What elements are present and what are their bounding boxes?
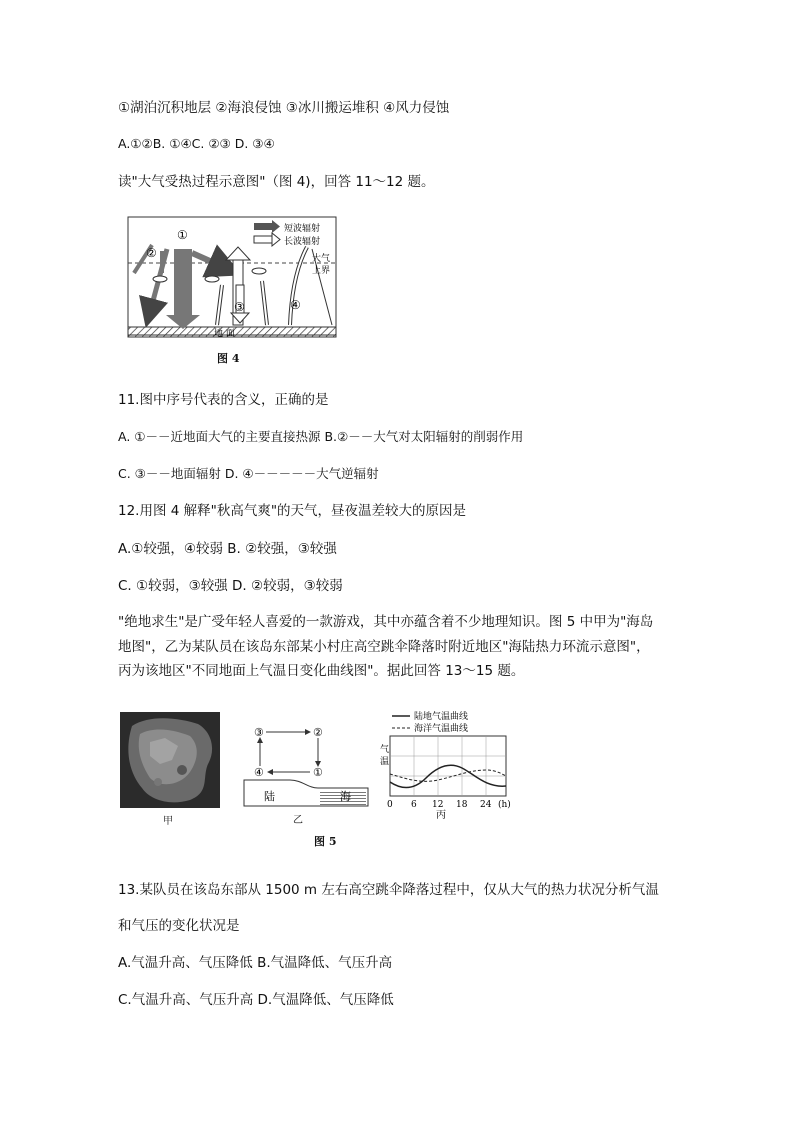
- figure-4-diagram: [122, 215, 344, 345]
- question-12: 12.用图 4 解释"秋高气爽"的天气，昼夜温差较大的原因是: [118, 503, 467, 519]
- legend-land-curve: 陆地气温曲线: [414, 712, 469, 722]
- yi-label-2: ②: [313, 726, 323, 739]
- question-12-choices-cd: C. ①较弱，③较强 D. ②较弱，③较弱: [118, 578, 343, 594]
- bing-label: 丙: [436, 810, 446, 820]
- fig4-legend-short: 短波辐射: [284, 224, 321, 234]
- yi-sea-label: 海: [340, 790, 351, 803]
- bing-ylabel-1: 气: [380, 745, 390, 755]
- bing-ylabel-2: 温: [380, 757, 390, 767]
- fig4-label-4: ④: [290, 298, 301, 312]
- instruction-11-12: 读"大气受热过程示意图"（图 4)，回答 11～12 题。: [118, 174, 435, 190]
- circulation-diagram-yi: [242, 722, 372, 808]
- passage-line-3: 丙为该地区"不同地面上气温日变化曲线图"。据此回答 13～15 题。: [118, 663, 525, 679]
- temperature-chart-bing: [380, 708, 518, 820]
- fig4-label-2: ②: [146, 246, 157, 260]
- question-13-line-2: 和气压的变化状况是: [118, 918, 240, 934]
- yi-label-4: ④: [254, 766, 264, 779]
- fig4-label-1: ①: [177, 228, 188, 242]
- question-11-choices-cd: C. ③－－地面辐射 D. ④－－－－－大气逆辐射: [118, 466, 379, 481]
- fig5-jia-label: 甲: [163, 816, 173, 827]
- bing-xtick-12: 12: [432, 800, 444, 810]
- island-map-jia: [120, 712, 220, 808]
- fig4-legend-long: 长波辐射: [284, 237, 321, 247]
- legend-sea-curve: 海洋气温曲线: [414, 724, 469, 734]
- options-list: ①湖泊沉积地层 ②海浪侵蚀 ③冰川搬运堆积 ④风力侵蚀: [118, 100, 450, 116]
- fig4-ground-label: 地 面: [214, 329, 235, 339]
- fig5-yi-label: 乙: [293, 815, 303, 826]
- figure-5-caption: 图 5: [314, 835, 337, 848]
- question-11: 11.图中序号代表的含义，正确的是: [118, 392, 329, 408]
- fig4-atmo-top-1: 大气: [312, 254, 331, 264]
- figure-4-caption: 图 4: [217, 352, 240, 365]
- bing-xtick-24: 24: [480, 800, 492, 810]
- question-12-choices-ab: A.①较强，④较弱 B. ②较强，③较强: [118, 541, 337, 557]
- bing-xtick-0: 0: [387, 800, 393, 810]
- bing-xtick-18: 18: [456, 800, 468, 810]
- fig4-atmo-top-2: 上界: [312, 266, 331, 276]
- question-13-choices-cd: C.气温升高、气压升高 D.气温降低、气压降低: [118, 992, 394, 1008]
- answer-choices-10: A.①②B. ①④C. ②③ D. ③④: [118, 136, 275, 151]
- figure-5: [118, 708, 518, 850]
- bing-xtick-6: 6: [411, 800, 417, 810]
- fig4-label-3: ③: [234, 300, 245, 314]
- passage-line-1: "绝地求生"是广受年轻人喜爱的一款游戏，其中亦蕴含着不少地理知识。图 5 中甲为"海岛: [118, 614, 654, 630]
- yi-label-1: ①: [313, 766, 323, 779]
- yi-label-3: ③: [254, 726, 264, 739]
- passage-line-2: 地图"，乙为某队员在该岛东部某小村庄高空跳伞降落时附近地区"海陆热力环流示意图"，: [118, 639, 650, 655]
- bing-xunit: (h): [498, 800, 511, 810]
- figure-4-atmosphere-heating: [122, 215, 344, 365]
- question-13-line-1: 13.某队员在该岛东部从 1500 m 左右高空跳伞降落过程中，仅从大气的热力状况分析气温: [118, 882, 659, 898]
- question-11-choices-ab: A. ①－－近地面大气的主要直接热源 B.②－－大气对太阳辐射的削弱作用: [118, 429, 524, 444]
- question-13-choices-ab: A.气温升高、气压降低 B.气温降低、气压升高: [118, 955, 393, 971]
- yi-land-label: 陆: [264, 790, 275, 803]
